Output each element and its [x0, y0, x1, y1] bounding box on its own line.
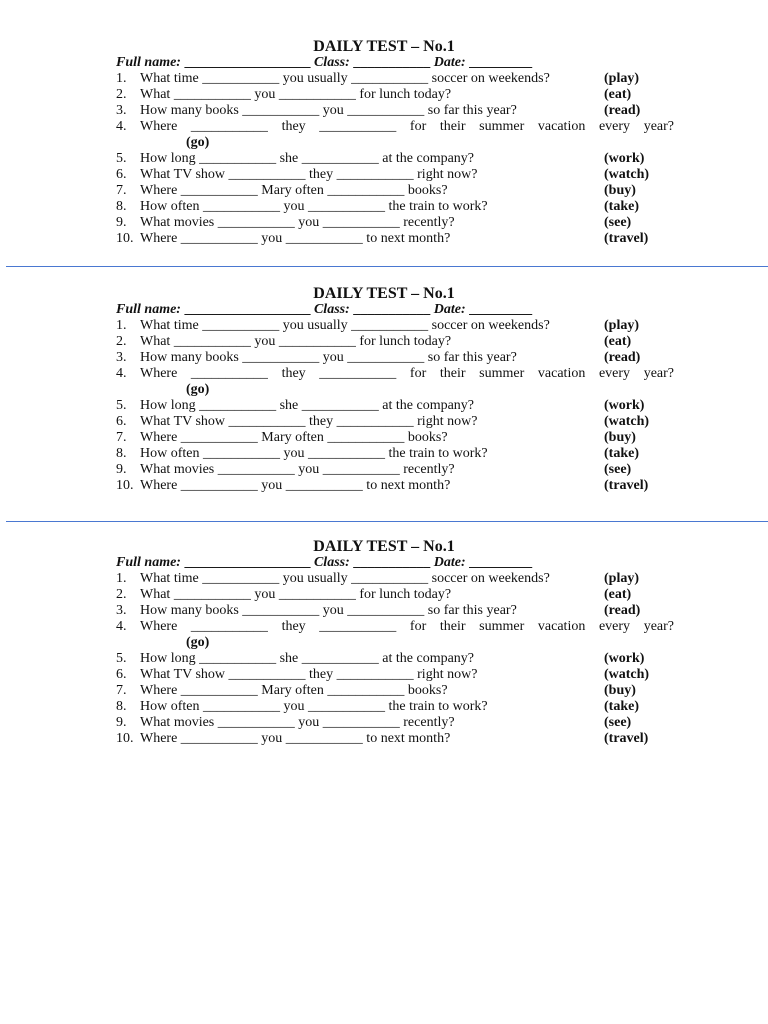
section-divider	[6, 521, 768, 522]
class-field[interactable]: ___________	[353, 302, 431, 317]
verb-hint: (eat)	[604, 587, 632, 602]
verb-hint: (work)	[604, 398, 645, 413]
question-text[interactable]: What ___________ you ___________ for lunch today?	[140, 587, 452, 602]
question-number: 7.	[116, 683, 127, 698]
verb-hint: (go)	[186, 635, 210, 650]
class-label: Class:	[313, 302, 350, 317]
class-field[interactable]: ___________	[353, 55, 431, 70]
question-number: 5.	[116, 651, 127, 666]
question-text[interactable]: Where ___________ they ___________ for their summer vacation every year?	[140, 366, 674, 381]
verb-hint: (eat)	[604, 87, 632, 102]
class-label: Class:	[313, 55, 350, 70]
verb-hint: (see)	[604, 215, 632, 230]
question-number: 1.	[116, 71, 127, 86]
question-text[interactable]: What TV show ___________ they ___________ right now?	[140, 167, 478, 182]
student-info-line	[116, 302, 532, 318]
verb-hint: (take)	[604, 199, 639, 214]
question-number: 8.	[116, 199, 127, 214]
question-text[interactable]: What movies ___________ you ___________ recently?	[140, 715, 455, 730]
question-number: 4.	[116, 119, 127, 134]
verb-hint: (take)	[604, 446, 639, 461]
question-number: 8.	[116, 446, 127, 461]
question-text[interactable]: How long ___________ she ___________ at the company?	[140, 651, 475, 666]
verb-hint: (take)	[604, 699, 639, 714]
verb-hint: (watch)	[604, 167, 650, 182]
verb-hint: (read)	[604, 103, 641, 118]
verb-hint: (buy)	[604, 183, 636, 198]
question-text[interactable]: Where ___________ they ___________ for their summer vacation every year?	[140, 119, 674, 134]
question-number: 1.	[116, 571, 127, 586]
question-number: 9.	[116, 215, 127, 230]
question-number: 7.	[116, 183, 127, 198]
verb-hint: (buy)	[604, 430, 636, 445]
test-title: DAILY TEST – No.1	[313, 285, 455, 302]
test-title: DAILY TEST – No.1	[313, 538, 455, 555]
question-number: 7.	[116, 430, 127, 445]
question-text[interactable]: What time ___________ you usually ___________ soccer on weekends?	[140, 571, 550, 586]
verb-hint: (play)	[604, 318, 639, 333]
verb-hint: (play)	[604, 71, 639, 86]
question-text[interactable]: Where ___________ Mary often ___________ books?	[140, 430, 448, 445]
verb-hint: (travel)	[604, 478, 649, 493]
class-label: Class:	[313, 555, 350, 570]
question-number: 6.	[116, 667, 127, 682]
verb-hint: (read)	[604, 350, 641, 365]
question-text[interactable]: How many books ___________ you ___________ so far this year?	[140, 103, 517, 118]
question-text[interactable]: What TV show ___________ they ___________ right now?	[140, 414, 478, 429]
verb-hint: (read)	[604, 603, 641, 618]
question-number: 6.	[116, 167, 127, 182]
question-text[interactable]: How many books ___________ you ___________ so far this year?	[140, 603, 517, 618]
question-text[interactable]: What ___________ you ___________ for lunch today?	[140, 87, 452, 102]
full-name-label: Full name:	[116, 302, 181, 317]
verb-hint: (see)	[604, 462, 632, 477]
question-number: 4.	[116, 619, 127, 634]
question-text[interactable]: What movies ___________ you ___________ recently?	[140, 215, 455, 230]
test-title: DAILY TEST – No.1	[313, 38, 455, 55]
question-text[interactable]: What movies ___________ you ___________ recently?	[140, 462, 455, 477]
question-number: 3.	[116, 603, 127, 618]
question-number: 2.	[116, 587, 127, 602]
question-text[interactable]: Where ___________ you ___________ to next month?	[140, 231, 451, 246]
question-text[interactable]: How often ___________ you ___________ the train to work?	[140, 446, 488, 461]
verb-hint: (go)	[186, 382, 210, 397]
class-field[interactable]: ___________	[353, 555, 431, 570]
verb-hint: (travel)	[604, 231, 649, 246]
section-divider	[6, 266, 768, 267]
question-text[interactable]: Where ___________ they ___________ for their summer vacation every year?	[140, 619, 674, 634]
verb-hint: (see)	[604, 715, 632, 730]
question-text[interactable]: How long ___________ she ___________ at the company?	[140, 151, 475, 166]
question-number: 9.	[116, 462, 127, 477]
question-number: 1.	[116, 318, 127, 333]
question-text[interactable]: What time ___________ you usually ___________ soccer on weekends?	[140, 71, 550, 86]
question-text[interactable]: Where ___________ Mary often ___________ books?	[140, 683, 448, 698]
verb-hint: (work)	[604, 151, 645, 166]
date-field[interactable]: _________	[469, 55, 533, 70]
verb-hint: (eat)	[604, 334, 632, 349]
question-number: 3.	[116, 103, 127, 118]
question-text[interactable]: How often ___________ you ___________ the train to work?	[140, 199, 488, 214]
question-text[interactable]: How many books ___________ you ___________ so far this year?	[140, 350, 517, 365]
date-field[interactable]: _________	[469, 302, 533, 317]
question-number: 10.	[116, 231, 134, 246]
verb-hint: (play)	[604, 571, 639, 586]
question-number: 8.	[116, 699, 127, 714]
verb-hint: (go)	[186, 135, 210, 150]
date-label: Date:	[433, 55, 466, 70]
verb-hint: (watch)	[604, 667, 650, 682]
question-number: 6.	[116, 414, 127, 429]
question-number: 5.	[116, 398, 127, 413]
question-number: 5.	[116, 151, 127, 166]
full-name-field[interactable]: __________________	[184, 555, 311, 570]
question-text[interactable]: How often ___________ you ___________ the train to work?	[140, 699, 488, 714]
date-label: Date:	[433, 555, 466, 570]
verb-hint: (travel)	[604, 731, 649, 746]
question-text[interactable]: What TV show ___________ they ___________ right now?	[140, 667, 478, 682]
question-number: 10.	[116, 478, 134, 493]
question-text[interactable]: Where ___________ you ___________ to next month?	[140, 478, 451, 493]
full-name-label: Full name:	[116, 55, 181, 70]
verb-hint: (work)	[604, 651, 645, 666]
date-label: Date:	[433, 302, 466, 317]
verb-hint: (watch)	[604, 414, 650, 429]
student-info-line	[116, 555, 532, 571]
question-number: 9.	[116, 715, 127, 730]
question-text[interactable]: Where ___________ you ___________ to next month?	[140, 731, 451, 746]
full-name-field[interactable]: __________________	[184, 55, 311, 70]
date-field[interactable]: _________	[469, 555, 533, 570]
full-name-field[interactable]: __________________	[184, 302, 311, 317]
question-number: 10.	[116, 731, 134, 746]
question-text[interactable]: What time ___________ you usually ___________ soccer on weekends?	[140, 318, 550, 333]
question-number: 2.	[116, 87, 127, 102]
question-number: 3.	[116, 350, 127, 365]
verb-hint: (buy)	[604, 683, 636, 698]
full-name-label: Full name:	[116, 555, 181, 570]
question-text[interactable]: Where ___________ Mary often ___________ books?	[140, 183, 448, 198]
question-number: 4.	[116, 366, 127, 381]
student-info-line	[116, 55, 532, 71]
question-number: 2.	[116, 334, 127, 349]
question-text[interactable]: What ___________ you ___________ for lunch today?	[140, 334, 452, 349]
question-text[interactable]: How long ___________ she ___________ at the company?	[140, 398, 475, 413]
